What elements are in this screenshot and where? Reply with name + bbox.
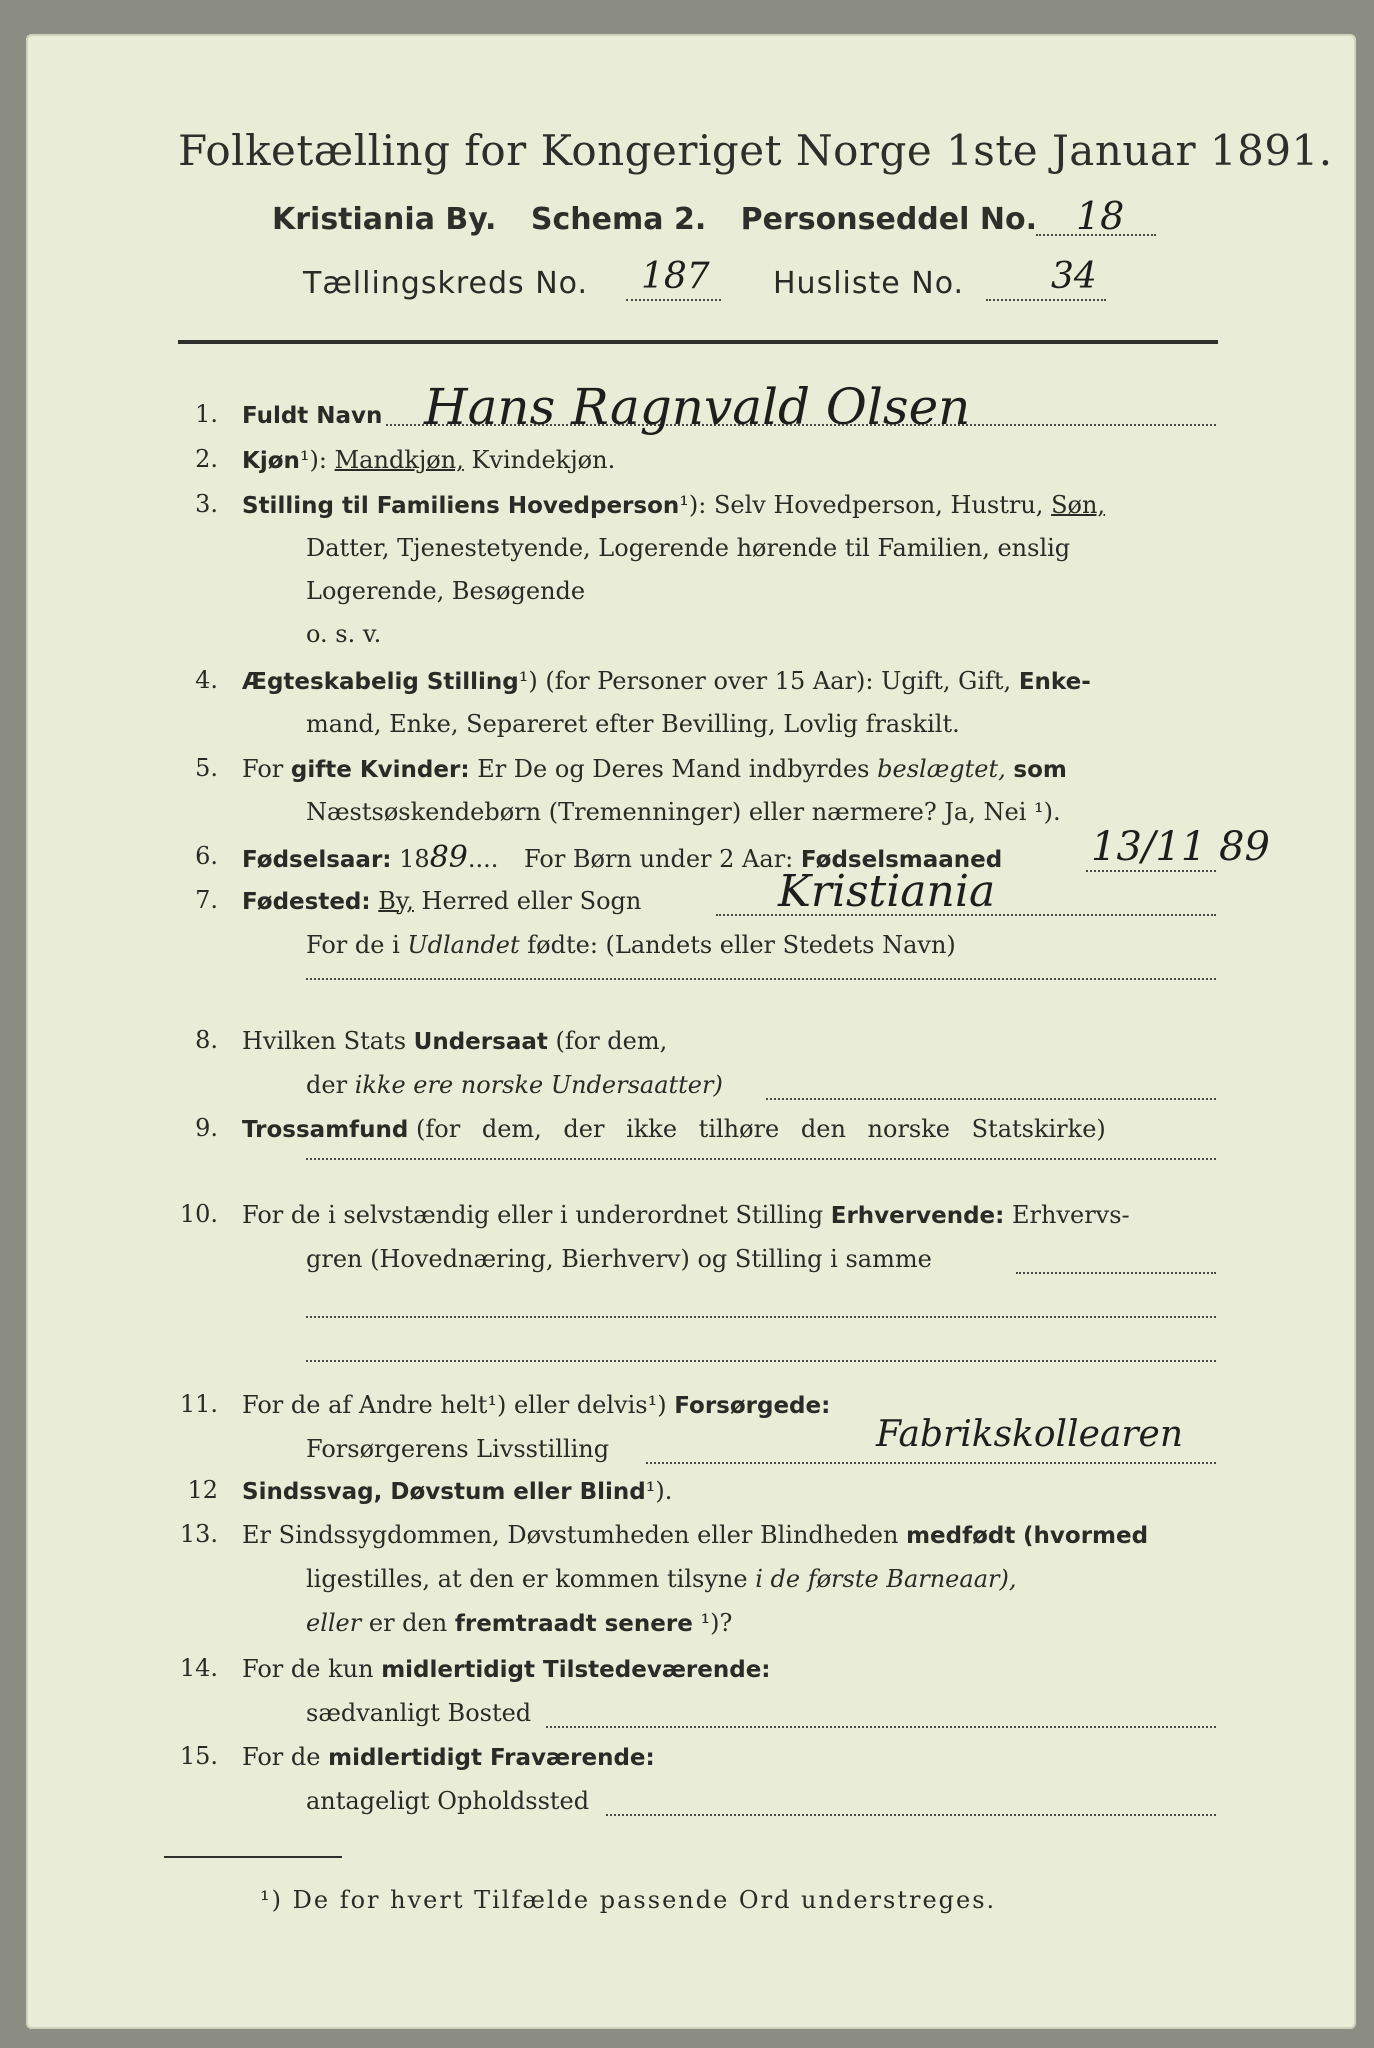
q11-line-2: Forsørgerens Livsstilling [306,1435,610,1463]
q5-text: Er De og Deres Mand indbyrdes [477,755,870,783]
q13-line-1 [242,1514,1148,1558]
q3-options-1: Selv Hovedperson, Hustru, [713,491,1044,519]
header-line-3 [303,266,588,301]
footnote-rule [164,1856,342,1858]
q14-pre: For de kun [242,1655,374,1683]
q12-label: Sindssvag, Døvstum eller Blind [242,1479,646,1505]
q9-label: Trossamfund [242,1117,409,1143]
schema-label: Schema 2. [530,202,707,237]
q3-label: Stilling til Familiens Hovedperson [242,493,680,519]
q11-label: Forsørgede: [674,1393,831,1419]
q10-text-b: Erhvervs- [1011,1201,1130,1229]
q3-line-2: Datter, Tjenestetyende, Logerende hørende til Familien, enslig [306,534,1071,562]
q5-line-1 [242,748,1067,792]
q15-answer-line [606,1814,1216,1816]
q2-label: Kjøn [242,448,300,474]
q13-line-2 [306,1558,1016,1601]
q6-answer-birthmonth: 13/11 89 [1091,824,1270,870]
q4-enke: Enke- [1018,669,1091,695]
q2-sup: ¹): [299,446,327,474]
q12-line [242,1470,672,1514]
q3-option-son: Søn, [1051,491,1106,519]
q15-label: midlertidigt Fraværende: [328,1745,655,1771]
census-form-sheet [26,34,1356,2029]
q11-answer-line [646,1462,1216,1464]
q15-line-2: antageligt Opholdssted [306,1787,590,1815]
q10-answer-line-3 [306,1360,1216,1362]
q7-line2-b: fødte: (Landets eller Stedets Navn) [527,931,956,959]
q8-line2-a: der [306,1071,348,1099]
q3-number: 3. [195,490,218,518]
q8-line-1 [242,1020,667,1064]
q12-number: 12 [187,1476,218,1504]
q6-label-2: Fødselsmaaned [800,847,1003,873]
q7-foreign-line [306,978,1216,980]
q3-line-1 [242,484,1105,528]
q13-line3-italic: eller [306,1609,362,1637]
header-line-2 [272,202,1037,237]
q7-answer-birthplace: Kristiania [778,866,996,917]
personseddel-label: Personseddel No. [740,202,1037,237]
q8-label: Undersaat [413,1029,548,1055]
q12-sup: ¹). [645,1477,673,1505]
q7-option-by: By, [378,887,414,915]
q11-text: For de af Andre helt¹) eller delvis¹) [242,1391,667,1419]
q1-label-text: Fuldt Navn [242,403,383,429]
q13-label: medfødt [906,1523,1016,1549]
q8-number: 8. [195,1026,218,1054]
q14-label: midlertidigt Tilstedeværende: [381,1657,771,1683]
q15-number: 15. [179,1742,218,1770]
q13-label-2: fremtraadt senere [454,1611,693,1637]
q10-number: 10. [179,1200,218,1228]
q15-pre: For de [242,1743,321,1771]
husliste-field-line [986,299,1106,301]
q3-line-3: Logerende, Besøgende [306,577,586,605]
q10-answer-line-1 [1016,1272,1216,1274]
husliste-label: Husliste No. [773,266,965,301]
q13-text: Er Sindssygdommen, Døvstumheden eller Blindheden [242,1521,899,1549]
q10-line-1 [242,1194,1130,1238]
q5-som: som [1013,757,1067,783]
q13-line2-italic: i de første Barneaar), [755,1565,1017,1593]
q11-number: 11. [179,1390,218,1418]
q6-line: Fødselsaar: 1889.... For Børn under 2 Aar: Fødselsmaaned [242,840,1003,875]
q7-line2-italic: Udlandet [407,931,520,959]
q1-label [242,394,382,438]
kreds-field-line [626,299,721,301]
q3-sup: ¹): [679,491,707,519]
q6-mid: For Børn under 2 Aar: [524,845,794,873]
q5-italic: beslægtet, [877,755,1006,783]
q5-line-2: Næstsøskendebørn (Tremenninger) eller nærmere? Ja, Nei ¹). [306,798,1061,826]
q10-answer-line-2 [306,1316,1216,1318]
header-rule [178,340,1218,344]
q13-line-3 [306,1602,732,1646]
q4-text: ¹) (for Personer over 15 Aar): Ugift, Gift, [518,667,1012,695]
q9-line [242,1108,1106,1152]
q14-answer-line [546,1726,1216,1728]
q8-line1-c: (for dem, [555,1027,668,1055]
q8-line-2 [306,1064,723,1107]
q2-line [242,439,615,483]
q5-label: gifte Kvinder: [290,757,470,783]
q5-pre: For [242,755,284,783]
q4-label: Ægteskabelig Stilling [242,669,519,695]
q2-number: 2. [195,445,218,473]
q1-answer-name: Hans Ragnvald Olsen [424,378,971,436]
q10-line-2: gren (Hovednæring, Bierhverv) og Stilling i samme [306,1245,932,1273]
q11-line-1 [242,1384,830,1428]
footnote: ¹) De for hvert Tilfælde passende Ord understreges. [260,1886,997,1914]
q14-line-2: sædvanligt Bosted [306,1699,532,1727]
q13-line3-a: er den [368,1609,448,1637]
q1-number: 1. [195,400,218,428]
q8-answer-line [766,1098,1216,1100]
q8-line1-a: Hvilken Stats [242,1027,407,1055]
q6-answer-line [1086,870,1216,872]
q7-line2-a: For de i [306,931,400,959]
q7-line-2 [306,924,956,967]
q9-number: 9. [195,1114,218,1142]
kreds-no-value: 187 [641,256,710,297]
q2-option-kvindekjon: Kvindekjøn. [471,446,616,474]
q6-number: 6. [195,842,218,870]
q7-rest: Herred eller Sogn [421,887,642,915]
q9-answer-line [306,1158,1216,1160]
form-title: Folketælling for Kongeriget Norge 1ste Januar 1891. [178,126,1333,175]
q5-number: 5. [195,754,218,782]
q3-line-4: o. s. v. [306,620,382,648]
kreds-label: Tællingskreds No. [303,266,588,301]
q10-text: For de i selvstændig eller i underordnet Stilling [242,1201,824,1229]
q6-label: Fødselsaar: [242,847,392,873]
q13-text-b: (hvormed [1023,1523,1149,1549]
q15-line-1 [242,1736,655,1780]
q7-line-1 [242,880,641,924]
husliste-no-value: 34 [1051,256,1097,297]
q13-line3-c: ¹)? [700,1609,733,1637]
personseddel-no-value: 18 [1076,194,1125,238]
q4-line-1 [242,660,1091,704]
q13-number: 13. [179,1520,218,1548]
q4-number: 4. [195,666,218,694]
q7-number: 7. [195,886,218,914]
q11-answer-provider: Fabrikskollearen [876,1414,1184,1455]
city-label: Kristiania By. [272,202,497,237]
q6-year-prefix: 18 [399,845,430,873]
q6-year-value: 89 [429,840,468,875]
q2-option-mandkjon: Mandkjøn, [334,446,464,474]
q8-line2-italic: ikke ere norske Undersaatter) [354,1071,723,1099]
q10-label: Erhvervende: [830,1203,1005,1229]
q4-line-2: mand, Enke, Separeret efter Bevilling, Lovlig fraskilt. [306,710,960,738]
q14-number: 14. [179,1654,218,1682]
q13-line2-a: ligestilles, at den er kommen tilsyne [306,1565,748,1593]
q14-line-1 [242,1648,771,1692]
q7-label: Fødested: [242,889,371,915]
q9-text: (for dem, der ikke tilhøre den norske Statskirke) [416,1115,1106,1143]
